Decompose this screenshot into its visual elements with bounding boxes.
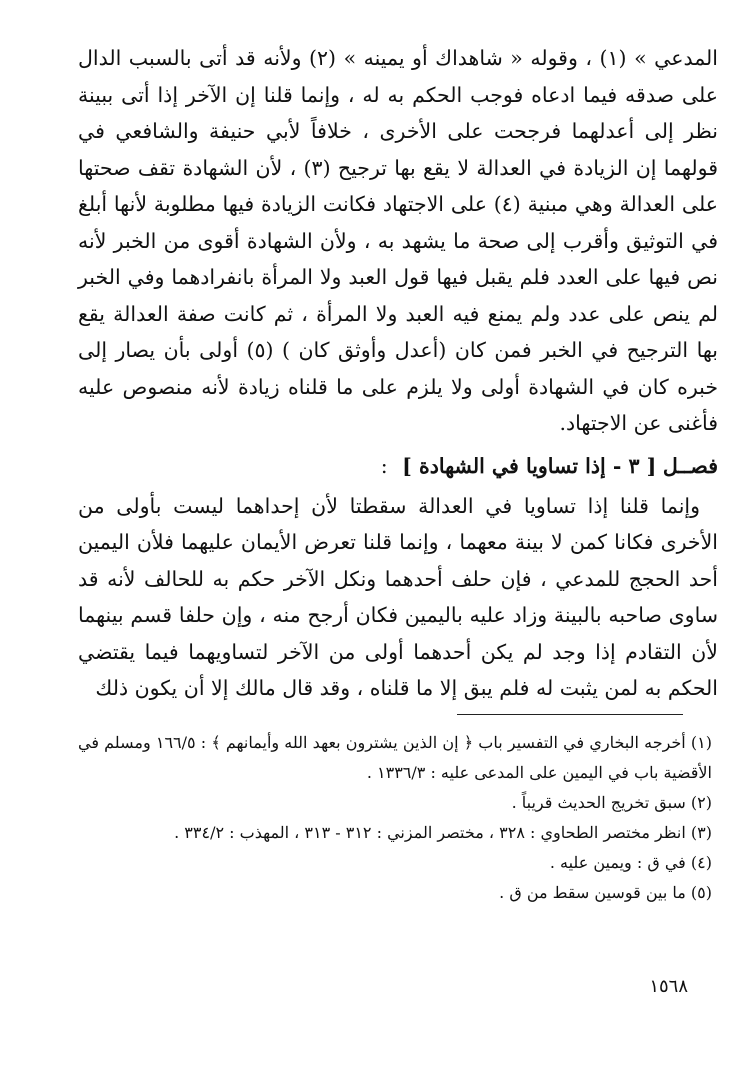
- section-heading-colon: :: [380, 453, 388, 478]
- footnote-1: (١) أخرجه البخاري في التفسير باب ﴿ إن الذين يشترون بعهد الله وأيمانهم ﴾ : ١٦٦/٥ ومسلم في الأقضية باب في اليمين على المدعى عليه : ١٣٣٦/٣ .: [78, 733, 713, 782]
- footnotes: [78, 728, 718, 908]
- section-heading: [78, 448, 718, 484]
- footnote-4: (٤) في ق : ويمين عليه .: [549, 853, 712, 872]
- page-number: ١٥٦٨: [649, 976, 688, 997]
- main-text: [78, 40, 718, 707]
- footnote-separator: [457, 714, 683, 715]
- paragraph-2: وإنما قلنا إذا تساويا في العدالة سقطتا لأن إحداهما ليست بأولى من الأخرى فكانا كمن لا بينة معهما ، وإنما قلنا تعرض الأيمان عليهما فلأن اليمين أحد الحجج للمدعي ، فإن حلف أحدهما ونكل الآخر حكم به للحالف لأنه قد ساوى صاحبه بالبينة وزاد عليه باليمين فكان أرجح منه ، وإن حلفا قسم بينهما لأن التقادم إذا وجد لم يكن أحدهما أولى من الآخر لتساويهما فيما يقتضي الحكم به لمن يثبت له فلم يبق إلا ما قلناه ، وقد قال مالك إلا أن يكون ذلك: [78, 493, 718, 700]
- paragraph-1: المدعي » (١) ، وقوله « شاهداك أو يمينه » (٢) ولأنه قد أتى بالسبب الدال على صدقه فيما ادعاه فوجب الحكم به له ، وإنما قلنا إن الآخر إذا أتى ببينة نظر إلى أعدلهما فرجحت على الأخرى ، خلافاً لأبي حنيفة والشافعي في قولهما إن الزيادة في العدالة لا يقع بها ترجيح (٣) ، لأن الشهادة تقف صحتها على العدالة وهي مبنية (٤) على الاجتهاد فكانت الزيادة فيها مطلوبة لأنها أبلغ في التوثيق وأقرب إلى صحة ما يشهد به ، ولأن الشهادة أقوى من الخبر لأنه نص فيها على العدد فلم يقبل فيها قول العبد ولا المرأة بانفرادهما وفي الخبر لم ينص على عدد ولم يمنع فيه العبد ولا المرأة ، ثم كانت صفة العدالة يقع بها الترجيح في الخبر فمن كان (أعدل وأوثق كان ) (٥) أولى بأن يصار إلى خبره كان في الشهادة أولى ولا يلزم على ما قلناه زيادة لأنه منصوص عليه فأغنى عن الاجتهاد.: [78, 46, 719, 435]
- section-heading-title: [ ٣ - إذا تساويا في الشهادة ]: [402, 453, 657, 478]
- section-heading-label: فصــل: [662, 453, 718, 478]
- footnote-3: (٣) انظر مختصر الطحاوي : ٣٢٨ ، مختصر المزني : ٣١٢ - ٣١٣ ، المهذب : ٣٣٤/٢ .: [174, 823, 712, 842]
- footnote-5: (٥) ما بين قوسين سقط من ق .: [499, 883, 712, 902]
- footnote-2: (٢) سبق تخريج الحديث قريباً .: [511, 793, 712, 812]
